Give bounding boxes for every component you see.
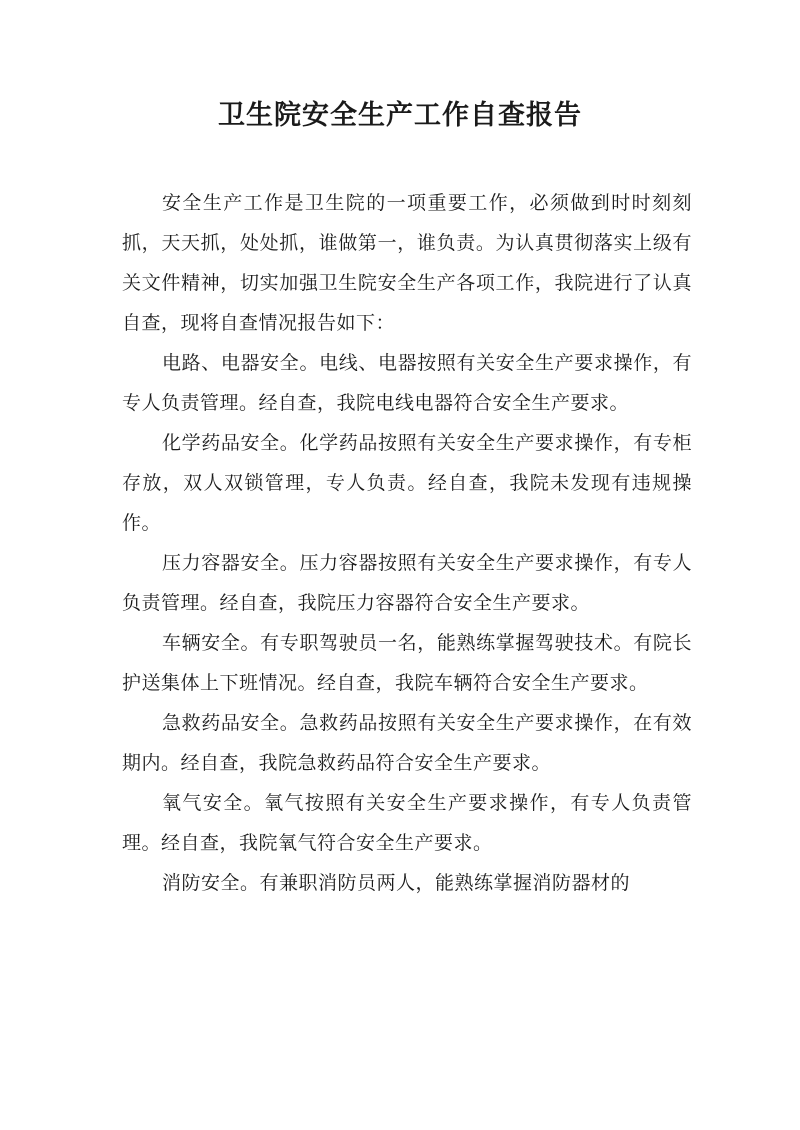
paragraph-electrical-safety: 电路、电器安全。电线、电器按照有关安全生产要求操作，有专人负责管理。经自查，我院电线电器符合安全生产要求。 [122,352,692,414]
paragraph-emergency-drug-safety: 急救药品安全。急救药品按照有关安全生产要求操作，在有效期内。经自查，我院急救药品符合安全生产要求。 [122,712,692,774]
paragraph-vehicle-safety: 车辆安全。有专职驾驶员一名，能熟练掌握驾驶技术。有院长护送集体上下班情况。经自查，我院车辆符合安全生产要求。 [122,632,692,694]
paragraph-oxygen-safety: 氧气安全。氧气按照有关安全生产要求操作，有专人负责管理。经自查，我院氧气符合安全生产要求。 [122,792,692,854]
document-body [122,183,692,903]
paragraph-pressure-vessel-safety: 压力容器安全。压力容器按照有关安全生产要求操作，有专人负责管理。经自查，我院压力容器符合安全生产要求。 [122,552,692,614]
paragraph-intro: 安全生产工作是卫生院的一项重要工作，必须做到时时刻刻抓，天天抓，处处抓，谁做第一，谁负责。为认真贯彻落实上级有关文件精神，切实加强卫生院安全生产各项工作，我院进行了认真自查，现将自查情况报告如下： [122,192,692,334]
paragraph-fire-safety: 消防安全。有兼职消防员两人，能熟练掌握消防器材的 [162,872,631,894]
document-title: 卫生院安全生产工作自查报告 [218,100,582,131]
paragraph-chemical-safety: 化学药品安全。化学药品按照有关安全生产要求操作，有专柜存放，双人双锁管理，专人负责。经自查，我院未发现有违规操作。 [122,432,692,534]
